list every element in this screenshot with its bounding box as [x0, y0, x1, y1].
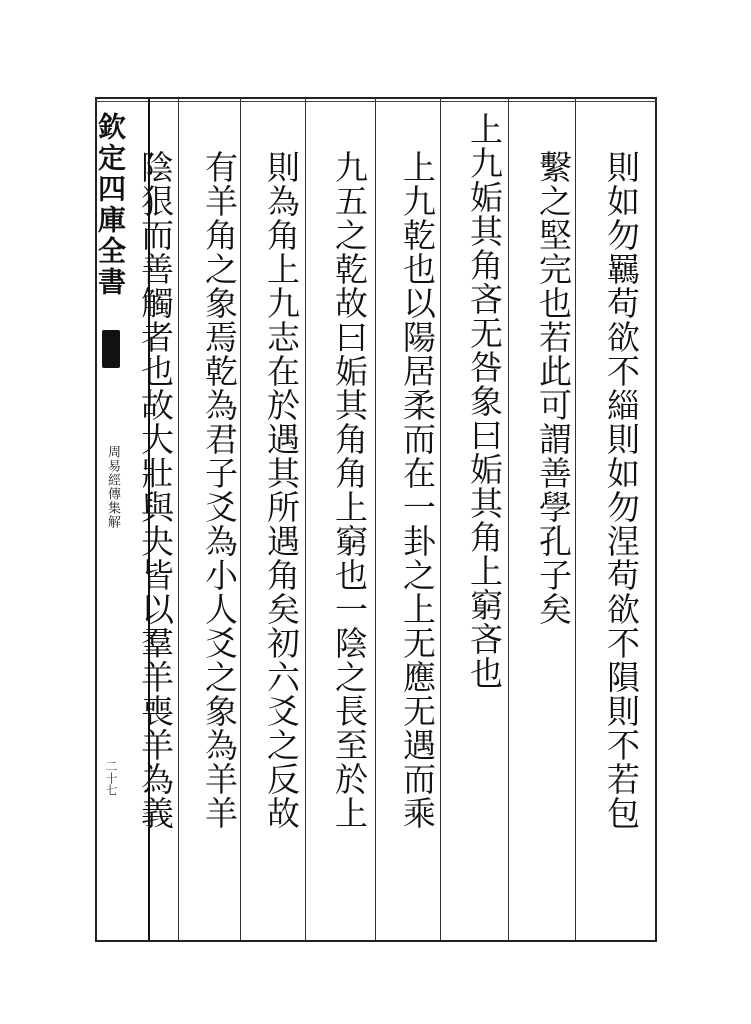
- column-rule: [375, 99, 376, 940]
- book-title: 周易經傳集解: [105, 445, 120, 529]
- text-column-7: 有羊角之象焉乾為君子爻為小人爻之象為羊羊: [200, 150, 239, 830]
- text-column-8: 陰狠而善觸者也故大壯與夬皆以羣羊喪羊為義: [136, 150, 175, 830]
- column-rule: [178, 99, 179, 940]
- text-column-6: 則為角上九志在於遇其所遇角矣初六爻之反故: [262, 150, 301, 830]
- text-column-2: 繫之堅完也若此可謂善學孔子矣: [534, 150, 573, 626]
- text-column-5: 九五之乾故曰姤其角角上窮也一陰之長至於上: [330, 150, 369, 830]
- column-rule: [440, 99, 441, 940]
- text-column-4: 上九乾也以陽居柔而在一卦之上无應无遇而乘: [398, 150, 437, 830]
- text-column-1: 則如勿羈苟欲不緇則如勿涅苟欲不隕則不若包: [602, 150, 641, 830]
- page-number: 二十七: [104, 760, 118, 796]
- frame-double-line: [95, 101, 657, 102]
- column-rule: [508, 99, 509, 940]
- text-column-3: 上九姤其角吝无咎象曰姤其角上窮吝也: [465, 112, 504, 690]
- column-rule: [305, 99, 306, 940]
- collection-title: 欽定四庫全書: [94, 112, 127, 298]
